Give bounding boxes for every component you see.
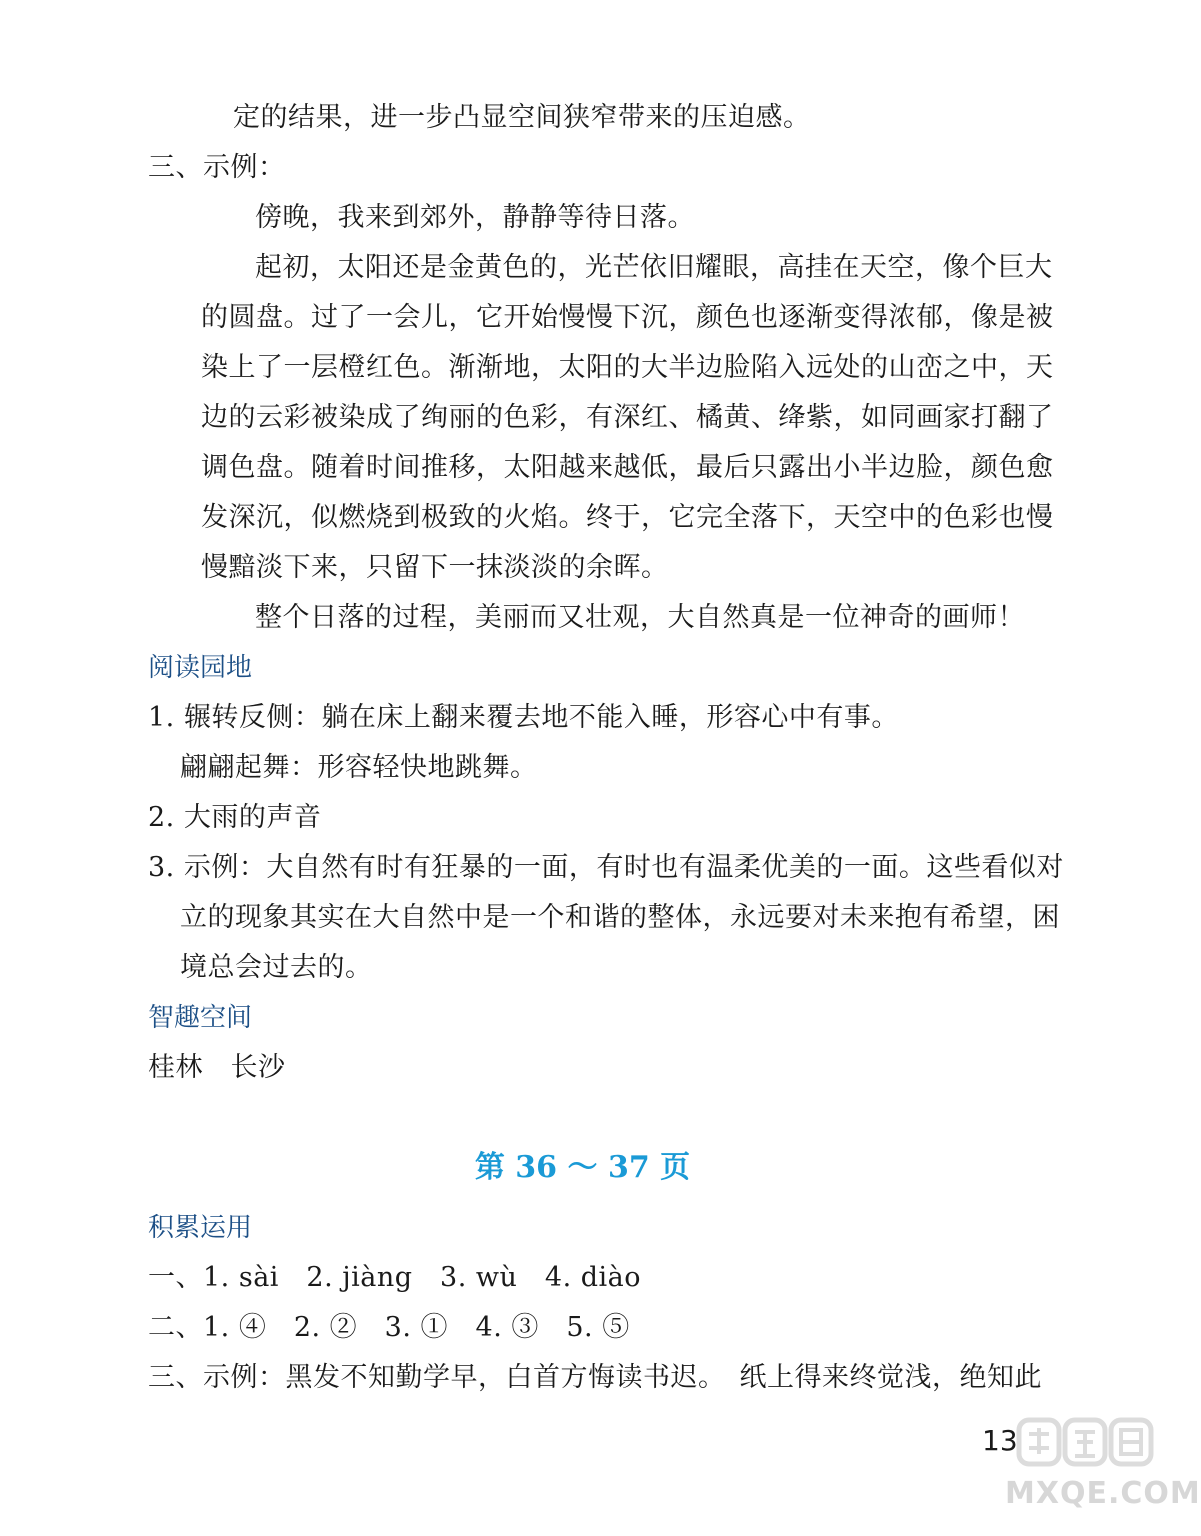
watermark-text: MXQE.COM [1005, 1476, 1201, 1511]
text-line: 边的云彩被染成了绚丽的色彩，有深红、橘黄、绛紫，如同画家打翻了 [201, 402, 1054, 433]
answer-item: 一、1. sài 2. jiàng 3. wù 4. diào [148, 1262, 642, 1293]
answer-item: 3. 示例：大自然有时有狂暴的一面，有时也有温柔优美的一面。这些看似对 [148, 852, 1064, 883]
text-line: 三、示例： [148, 152, 286, 183]
section-heading-accumulate: 积累运用 [148, 1213, 253, 1243]
answer-item: 二、1. ④ 2. ② 3. ① 4. ③ 5. ⑤ [148, 1312, 630, 1343]
answer-item: 桂林 长沙 [148, 1052, 286, 1083]
text-line: 的圆盘。过了一会儿，它开始慢慢下沉，颜色也逐渐变得浓郁，像是被 [201, 302, 1054, 333]
answer-item: 立的现象其实在大自然中是一个和谐的整体，永远要对未来抱有希望，困 [180, 902, 1060, 933]
answer-item: 三、示例：黑发不知勤学早，白首方悔读书迟。 纸上得来终觉浅，绝知此 [148, 1362, 1042, 1393]
answer-item: 1. 辗转反侧：躺在床上翻来覆去地不能入睡，形容心中有事。 [148, 702, 899, 733]
text-line: 傍晚，我来到郊外，静静等待日落。 [255, 202, 695, 233]
text-line: 起初，太阳还是金黄色的，光芒依旧耀眼，高挂在天空，像个巨大 [255, 252, 1053, 283]
watermark [1005, 1410, 1201, 1528]
text-line: 慢黯淡下来，只留下一抹淡淡的余晖。 [201, 552, 669, 583]
page-range-title: 第 36 ～ 37 页 [474, 1150, 691, 1185]
section-heading-reading: 阅读园地 [148, 653, 253, 683]
text-line: 整个日落的过程，美丽而又壮观，大自然真是一位神奇的画师！ [255, 602, 1025, 633]
section-heading-puzzle: 智趣空间 [148, 1003, 253, 1033]
text-line: 染上了一层橙红色。渐渐地，太阳的大半边脸陷入远处的山峦之中，天 [201, 352, 1054, 383]
text-line: 定的结果，进一步凸显空间狭窄带来的压迫感。 [233, 102, 811, 133]
answer-item: 2. 大雨的声音 [148, 802, 322, 833]
page-number: 13 [982, 1424, 1018, 1457]
text-line: 调色盘。随着时间推移，太阳越来越低，最后只露出小半边脸，颜色愈 [201, 452, 1054, 483]
answer-item: 境总会过去的。 [180, 952, 373, 983]
watermark-logo-icon [1015, 1414, 1155, 1472]
answer-item: 翩翩起舞：形容轻快地跳舞。 [180, 752, 538, 783]
text-line: 发深沉，似燃烧到极致的火焰。终于，它完全落下，天空中的色彩也慢 [201, 502, 1054, 533]
